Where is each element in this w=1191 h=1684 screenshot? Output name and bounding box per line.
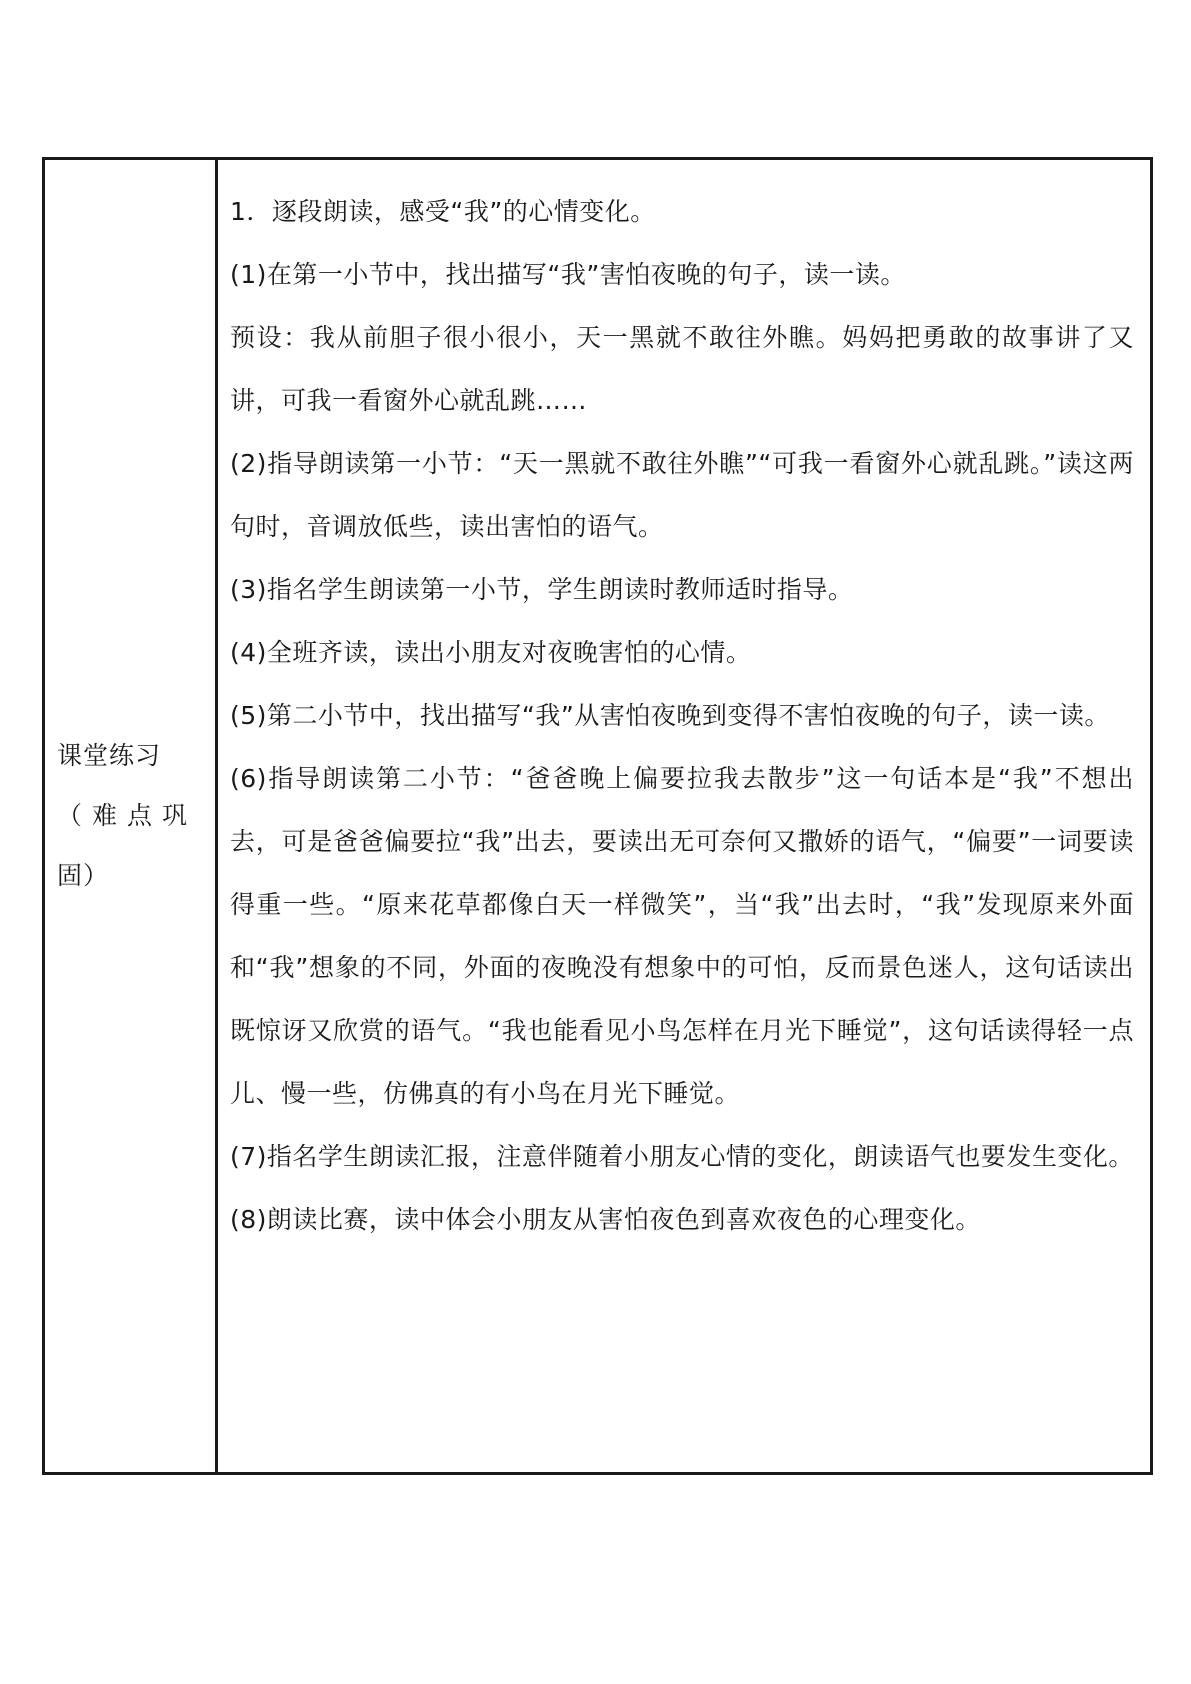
section-label-cell [44, 159, 217, 1474]
section-label-line-1: 课堂练习 [57, 741, 162, 770]
section-label-line-3: 固） [57, 861, 110, 890]
paragraph-item-5: (5)第二小节中，找出描写“我”从害怕夜晚到变得不害怕夜晚的句子，读一读。 [230, 701, 1110, 730]
paragraph-item-7: (7)指名学生朗读汇报，注意伴随着小朋友心情的变化，朗读语气也要发生变化。 [230, 1142, 1134, 1171]
paragraph-preset: 预设：我从前胆子很小很小，天一黑就不敢往外瞧。妈妈把勇敢的故事讲了又讲，可我一看窗外心就乱跳…… [230, 323, 1134, 415]
table-row [44, 159, 1152, 1474]
paragraph-step-1: 1．逐段朗读，感受“我”的心情变化。 [230, 197, 656, 226]
section-label-line-2: （难点巩 [57, 801, 198, 830]
section-content-cell [217, 159, 1152, 1474]
lesson-plan-table [42, 157, 1153, 1475]
paragraph-item-3: (3)指名学生朗读第一小节，学生朗读时教师适时指导。 [230, 575, 854, 604]
paragraph-item-8: (8)朗读比赛，读中体会小朋友从害怕夜色到喜欢夜色的心理变化。 [230, 1205, 981, 1234]
paragraph-item-1: (1)在第一小节中，找出描写“我”害怕夜晚的句子，读一读。 [230, 260, 906, 289]
paragraph-item-6: (6)指导朗读第二小节：“爸爸晚上偏要拉我去散步”这一句话本是“我”不想出去，可是爸爸偏要拉“我”出去，要读出无可奈何又撒娇的语气，“偏要”一词要读得重一些。“原来花草都像白天一样微笑”，当“我”出去时，“我”发现原来外面和“我”想象的不同，外面的夜晚没有想象中的可怕，反而景色迷人，这句话读出既惊讶又欣赏的语气。“我也能看见小鸟怎样在月光下睡觉”，这句话读得轻一点儿、慢一些，仿佛真的有小鸟在月光下睡觉。 [230, 764, 1134, 1108]
paragraph-item-4: (4)全班齐读，读出小朋友对夜晚害怕的心情。 [230, 638, 752, 667]
paragraph-item-2: (2)指导朗读第一小节：“天一黑就不敢往外瞧”“可我一看窗外心就乱跳。”读这两句时，音调放低些，读出害怕的语气。 [230, 449, 1134, 541]
